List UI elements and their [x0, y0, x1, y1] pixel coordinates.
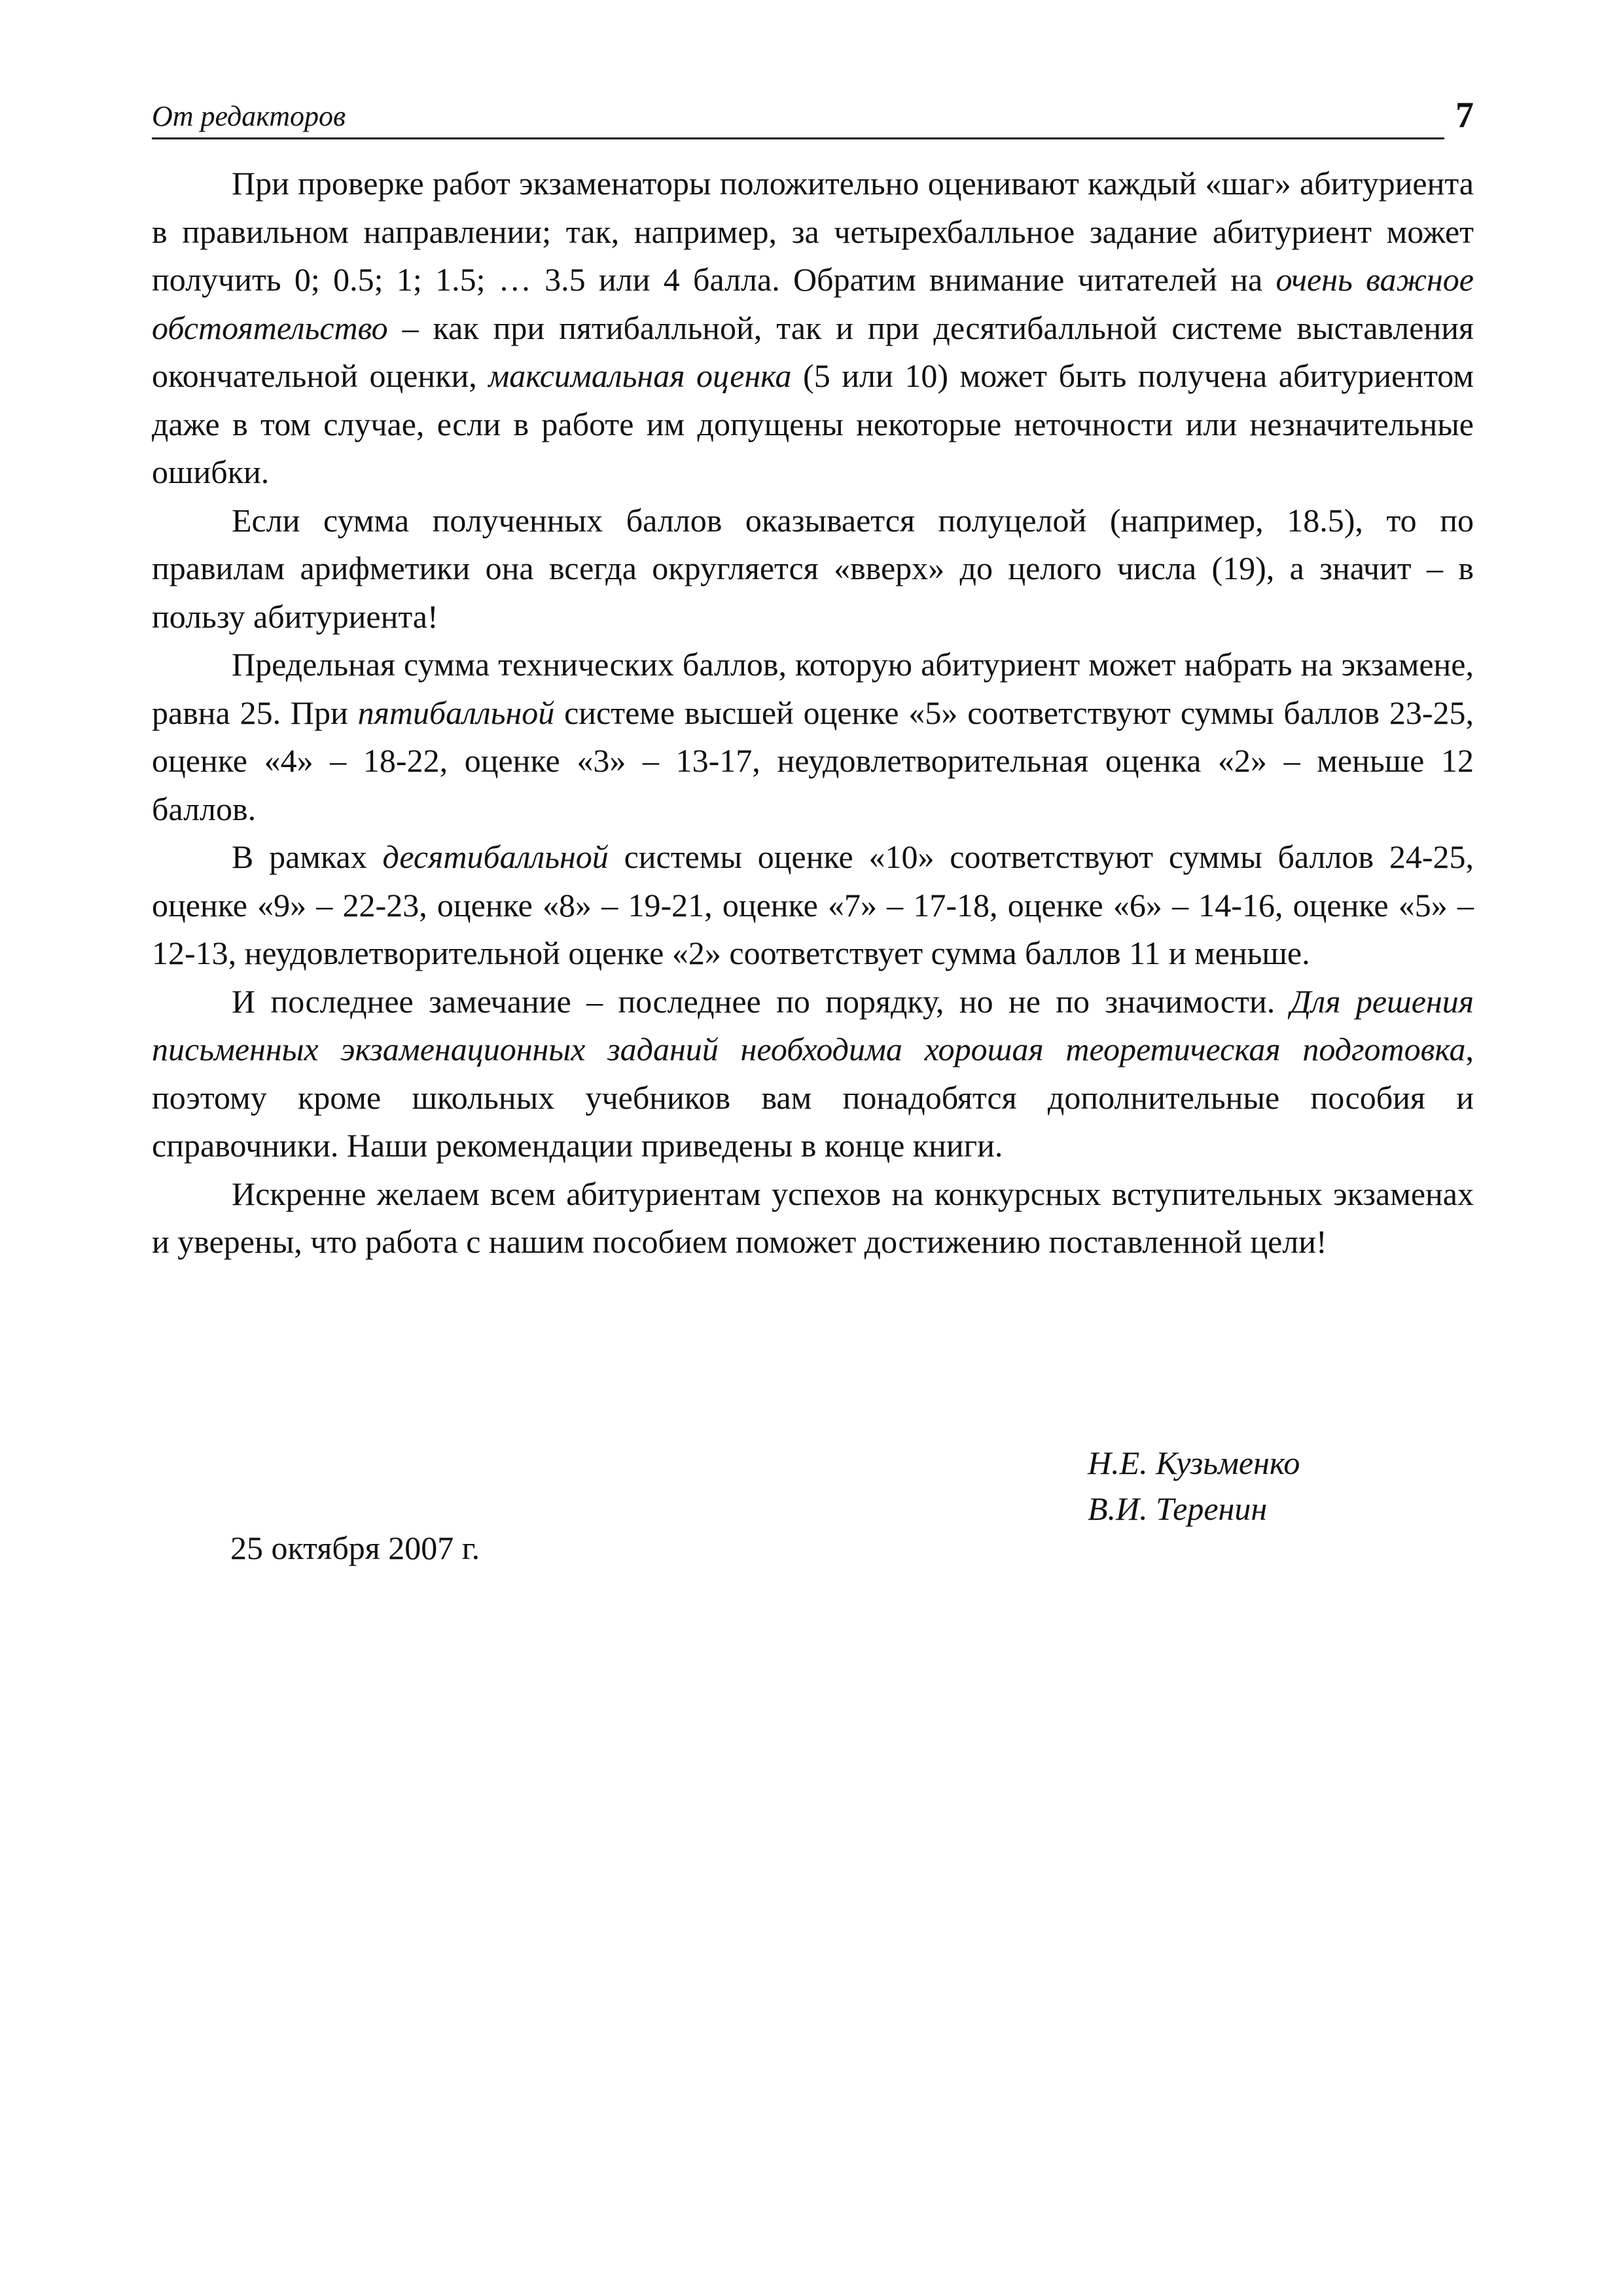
paragraph	[152, 1170, 1474, 1266]
body-text	[152, 160, 1474, 1266]
emphasis-text: максимальная оценка	[488, 357, 792, 394]
paragraph-text: системы оценке «10» соответствуют суммы баллов 24-25, оценке «9» – 22-23, оценке «8» – 19-21, оценке «7» – 17-18, оценке «6» – 14-16, оценке «5» – 12-13, неудовлетворительной оценке «2» соответствует сумма баллов 11 и меньше.	[152, 838, 1474, 971]
document-date: 25 октября 2007 г.	[230, 1530, 480, 1566]
paragraph	[152, 497, 1474, 641]
running-header	[152, 92, 1474, 144]
author-signature: Н.Е. Кузьменко	[1088, 1444, 1300, 1481]
paragraph	[152, 978, 1474, 1170]
paragraph-text: – как при пятибалльной, так и при десятибалльной системе выставления окончательной оценки,	[152, 309, 1474, 394]
paragraph-text: В рамках	[232, 838, 383, 875]
paragraph-text: (5 или 10) может быть получена абитуриентом даже в том случае, если в работе им допущены некоторые неточности или незначительные ошибки.	[152, 357, 1474, 490]
paragraph-text: Искренне желаем всем абитуриентам успехов на конкурсных вступительных экзаменах и уверены, что работа с нашим пособием поможет достижению поставленной цели!	[152, 1175, 1474, 1260]
header-rule	[152, 137, 1444, 139]
emphasis-text: пятибалльной	[357, 694, 555, 731]
author-signature: В.И. Теренин	[1088, 1490, 1268, 1527]
page-number: 7	[1455, 95, 1474, 135]
paragraph	[152, 641, 1474, 833]
paragraph-text: , поэтому кроме школьных учебников вам понадобятся дополнительные пособия и справочники. Наши рекомендации приведены в конце книги.	[152, 1031, 1474, 1164]
paragraph-text: Если сумма полученных баллов оказывается полуцелой (например, 18.5), то по правилам арифметики она всегда округляется «вверх» до целого числа (19), а значит – в пользу абитуриента!	[152, 501, 1474, 635]
paragraph-text: При проверке работ экзаменаторы положительно оценивают каждый «шаг» абитуриента в правильном направлении; так, например, за четырехбалльное задание абитуриент может получить 0; 0.5; 1; 1.5; … 3.5 или 4 балла. Обратим внимание читателей на	[152, 165, 1474, 298]
signatures	[1088, 1440, 1300, 1532]
section-title: От редакторов	[152, 100, 346, 132]
paragraph-text: Предельная сумма технических баллов, которую абитуриент может набрать на экзамене, равна 25. При	[152, 646, 1474, 731]
paragraph-text: системе высшей оценке «5» соответствуют суммы баллов 23-25, оценке «4» – 18-22, оценке «3» – 13-17, неудовлетворительная оценка «2» – меньше 12 баллов.	[152, 694, 1474, 827]
paragraph-text: И последнее замечание – последнее по порядку, но не по значимости.	[232, 982, 1291, 1020]
emphasis-text: очень важное обстоятельство	[152, 261, 1474, 346]
paragraph	[152, 833, 1474, 978]
paragraph	[152, 160, 1474, 497]
emphasis-text: Для решения письменных экзаменационных заданий необходима хорошая теоретическая подготовка	[152, 982, 1474, 1067]
emphasis-text: десятибалльной	[382, 838, 609, 875]
